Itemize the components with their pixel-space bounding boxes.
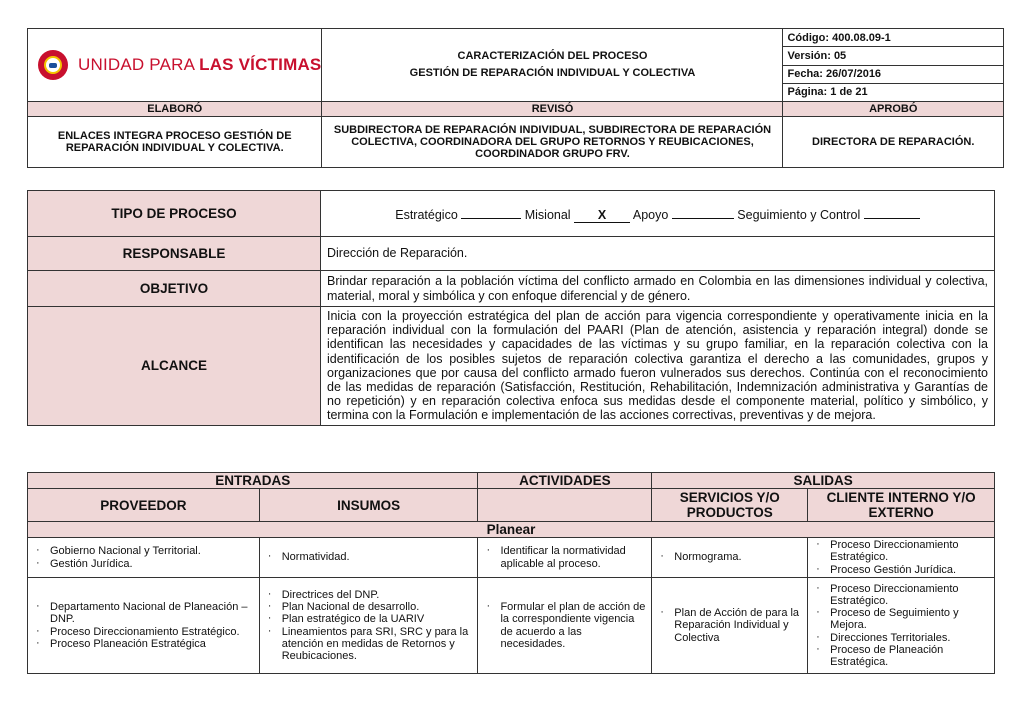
coat-of-arms-icon <box>38 50 68 80</box>
list-item: · Direcciones Territoriales. <box>812 632 990 644</box>
reviso-heading: REVISÓ <box>322 102 783 117</box>
list-item: · Formular el plan de acción de la correspondiente vigencia de acuerdo a las necesidades. <box>482 601 647 650</box>
actividades-heading: ACTIVIDADES <box>478 473 652 489</box>
actividades-subheading <box>478 489 652 522</box>
tipo-value: Estratégico Misional X Apoyo Seguimiento y Control <box>321 191 995 237</box>
cliente-heading: CLIENTE INTERNO Y/O EXTERNO <box>808 489 995 522</box>
list-item: · Plan Nacional de desarrollo. <box>264 601 474 613</box>
list-item: · Identificar la normatividad aplicable al proceso. <box>482 545 647 569</box>
phase-row: Planear <box>28 522 995 538</box>
servicios-heading: SERVICIOS Y/O PRODUCTOS <box>652 489 808 522</box>
logo <box>28 50 321 80</box>
tipo-label: TIPO DE PROCESO <box>28 191 321 237</box>
list-item: · Gestión Jurídica. <box>32 558 255 570</box>
list-item: · Directrices del DNP. <box>264 589 474 601</box>
reviso-value: SUBDIRECTORA DE REPARACIÓN INDIVIDUAL, SUBDIRECTORA DE REPARACIÓN COLECTIVA, COORDINADORA DEL GRUPO RETORNOS Y REUBICACIONES, COORDINADOR GRUPO FRV. <box>322 117 783 168</box>
actividad-cell <box>478 578 652 674</box>
list-item: · Normograma. <box>656 551 803 563</box>
proveedor-cell <box>28 538 260 578</box>
list-item: · Proceso Direccionamiento Estratégico. <box>812 583 990 607</box>
elaboro-value: ENLACES INTEGRA PROCESO GESTIÓN DE REPARACIÓN INDIVIDUAL Y COLECTIVA. <box>28 117 322 168</box>
insumos-cell <box>259 578 478 674</box>
date-field: Fecha: 26/07/2016 <box>783 65 1004 83</box>
logo-text: UNIDAD PARA LAS VÍCTIMAS <box>78 55 322 74</box>
responsable-value: Dirección de Reparación. <box>321 237 995 271</box>
list-item: · Proceso Direccionamiento Estratégico. <box>32 626 255 638</box>
list-item: · Plan estratégico de la UARIV <box>264 613 474 625</box>
servicios-cell <box>652 578 808 674</box>
list-item: · Lineamientos para SRI, SRC y para la atención en medidas de Retornos y Reubicaciones. <box>264 626 474 663</box>
title-line-2: GESTIÓN DE REPARACIÓN INDIVIDUAL Y COLECTIVA <box>409 67 696 79</box>
aprobo-value: DIRECTORA DE REPARACIÓN. <box>783 117 1004 168</box>
servicios-cell <box>652 538 808 578</box>
insumos-heading: INSUMOS <box>259 489 478 522</box>
table-row <box>28 578 995 674</box>
page-field: Página: 1 de 21 <box>783 83 1004 101</box>
list-item: · Proceso Planeación Estratégica <box>32 638 255 650</box>
responsable-label: RESPONSABLE <box>28 237 321 271</box>
list-item: · Departamento Nacional de Planeación – DNP. <box>32 601 255 625</box>
proveedor-heading: PROVEEDOR <box>28 489 260 522</box>
salidas-heading: SALIDAS <box>652 473 995 489</box>
objetivo-value: Brindar reparación a la población víctima del conflicto armado en Colombia en las dimensiones individual y colectiva, material, moral y simbólica y con enfoque diferencial y de género. <box>321 271 995 307</box>
process-info-table <box>27 190 995 426</box>
table-row <box>28 538 995 578</box>
list-item: · Gobierno Nacional y Territorial. <box>32 545 255 557</box>
objetivo-label: OBJETIVO <box>28 271 321 307</box>
code-field: Código: 400.08.09-1 <box>783 29 1004 47</box>
document-title <box>322 29 783 102</box>
proveedor-cell <box>28 578 260 674</box>
cliente-cell <box>808 578 995 674</box>
cliente-cell <box>808 538 995 578</box>
list-item: · Proceso Direccionamiento Estratégico. <box>812 539 990 563</box>
insumos-cell <box>259 538 478 578</box>
list-item: · Proceso de Seguimiento y Mejora. <box>812 607 990 631</box>
aprobo-heading: APROBÓ <box>783 102 1004 117</box>
entradas-heading: ENTRADAS <box>28 473 478 489</box>
list-item: · Normatividad. <box>264 551 474 563</box>
title-line-1: CARACTERIZACIÓN DEL PROCESO <box>457 50 648 62</box>
inputs-outputs-table <box>27 472 995 674</box>
document-header <box>27 28 1004 168</box>
actividad-cell <box>478 538 652 578</box>
version-field: Versión: 05 <box>783 47 1004 65</box>
alcance-value: Inicia con la proyección estratégica del plan de acción para vigencia correspondiente y operativamente inicia en la reparación individual con la formulación del PAARI (Plan de atención, asistencia y reparación integral) donde se identifican las necesidades y capacidades de las víctimas y su grupo familiar, en la reparación colectiva con la identificación de los posibles sujetos de reparación colectiva garantiza el derecho a las comunidades, grupos y organizaciones que por causa del conflicto armado fueron vulnerados sus derechos. Continúa con el reconocimiento de las medidas de reparación (Satisfacción, Restitución, Rehabilitación, Indemnización administrativa y Garantías de no repetición) y en reparación colectiva enfoca sus medidas desde el componente material, político y simbólico, y termina con la Formulación e implementación de las acciones correctivas, preventivas y de mejora. <box>321 307 995 426</box>
list-item: · Proceso de Planeación Estratégica. <box>812 644 990 668</box>
alcance-label: ALCANCE <box>28 307 321 426</box>
logo-cell <box>28 29 322 102</box>
misional-mark: X <box>597 208 607 222</box>
list-item: · Proceso Gestión Jurídica. <box>812 564 990 576</box>
list-item: · Plan de Acción de para la Reparación Individual y Colectiva <box>656 607 803 644</box>
elaboro-heading: ELABORÓ <box>28 102 322 117</box>
